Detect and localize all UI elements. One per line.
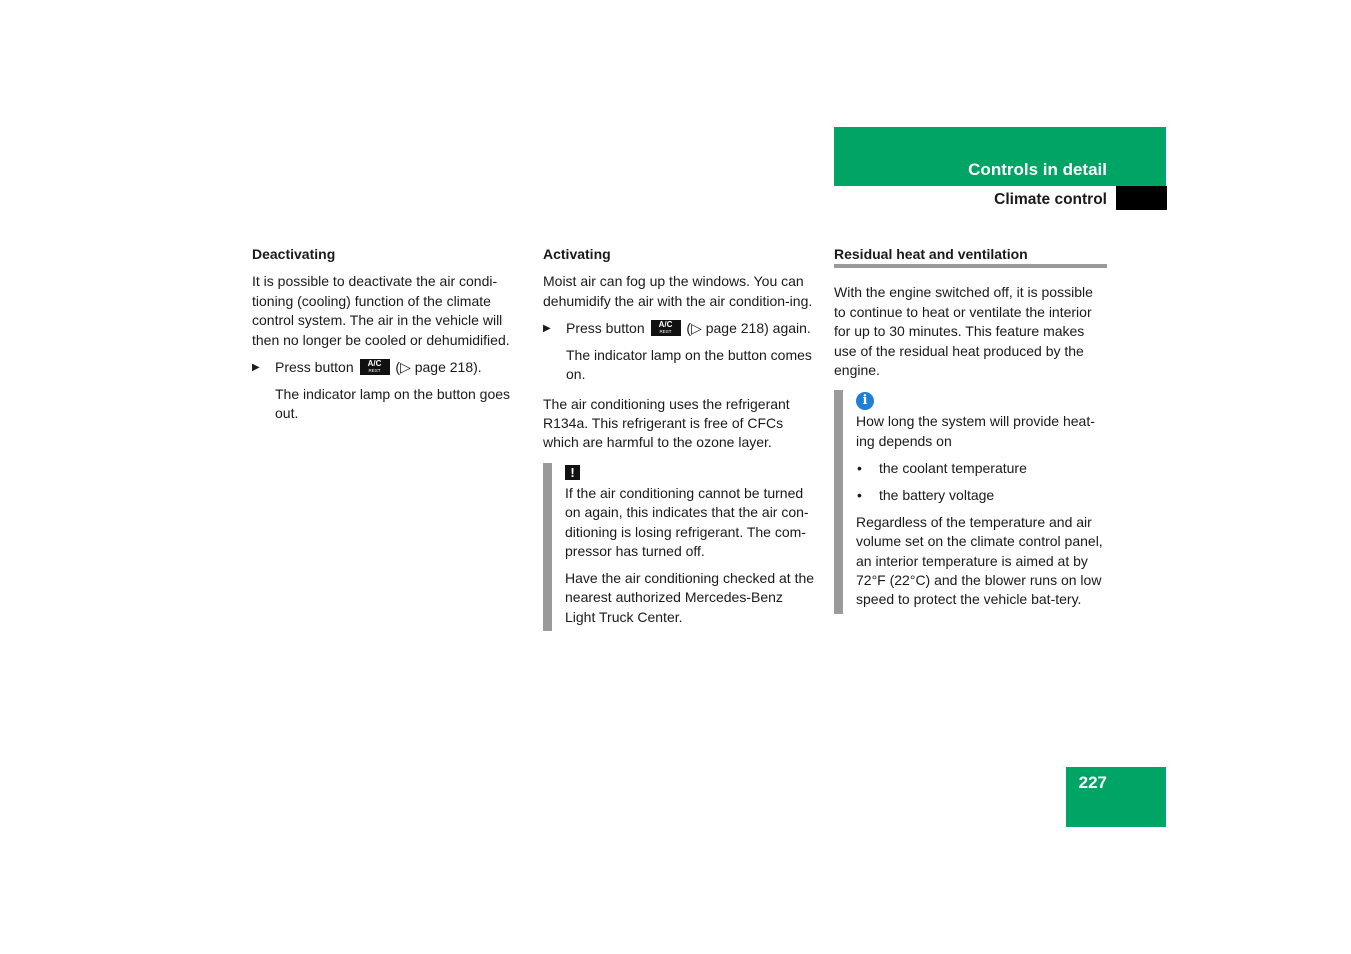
ac-button-icon: A/C REST	[360, 359, 390, 375]
info-closing: Regardless of the temperature and air volume set on the climate control panel, an interior temperature is aimed at by 72°F (22°C) and the blower runs on low speed to protect the vehicle bat-tery.	[856, 513, 1103, 608]
warning-text-2: Have the air conditioning checked at the nearest authorized Mercedes-Benz Light Truck Center.	[565, 570, 815, 625]
warning-box	[543, 463, 817, 631]
subsection-title: Climate control	[994, 191, 1107, 208]
column-activating	[543, 245, 817, 631]
bullet-icon: •	[857, 459, 862, 476]
list-item: • the battery voltage	[856, 486, 1107, 505]
bullet-icon: •	[857, 486, 862, 503]
step-arrow-icon: ▶	[252, 361, 260, 373]
warning-text-1: If the air conditioning cannot be turned on again, this indicates that the air con-ditioning is losing refrigerant. The com-pressor has turned off.	[565, 484, 809, 560]
refrigerant-note: The air conditioning uses the refrigerant R134a. This refrigerant is free of CFCs which are harmful to the ozone layer.	[543, 395, 790, 451]
activating-step	[543, 319, 817, 338]
residual-intro: With the engine switched off, it is possible to continue to heat or ventilate the interior for up to 30 minutes. This feature makes use of the residual heat produced by the engine.	[834, 284, 1093, 379]
heading-deactivating: Deactivating	[252, 246, 336, 262]
info-bar	[834, 390, 843, 613]
step-arrow-icon: ▶	[543, 322, 551, 334]
deactivating-step	[252, 358, 524, 377]
activating-result: The indicator lamp on the button comes on.	[566, 346, 812, 383]
step-text: Press button	[566, 319, 645, 336]
heading-residual-heat: Residual heat and ventilation	[834, 245, 1107, 268]
warning-bar	[543, 463, 552, 631]
column-residual-heat	[834, 245, 1107, 614]
deactivating-result: The indicator lamp on the button goes out.	[275, 385, 511, 422]
heading-activating: Activating	[543, 246, 611, 262]
info-lead: How long the system will provide heat-ing depends on	[856, 413, 1095, 449]
deactivating-intro: It is possible to deactivate the air condi-tioning (cooling) function of the climate control system. The air in the vehicle will then no longer be cooled or dehumidified.	[252, 273, 510, 348]
warning-icon: !	[565, 465, 580, 480]
header-tab-marker	[1116, 186, 1167, 210]
ac-button-icon: A/C REST	[651, 320, 681, 336]
info-box	[834, 390, 1107, 613]
page-number-box	[1066, 767, 1166, 827]
header-banner	[834, 127, 1166, 186]
info-icon: i	[856, 392, 874, 410]
list-item: • the coolant temperature	[856, 459, 1107, 478]
page-number: 227	[1078, 773, 1107, 792]
step-page-ref: (▷ page 218).	[395, 358, 482, 375]
section-title: Controls in detail	[968, 160, 1107, 179]
step-text: Press button	[275, 358, 354, 375]
step-page-ref: (▷ page 218) again.	[686, 319, 811, 336]
activating-intro: Moist air can fog up the windows. You can dehumidify the air with the air condition-ing.	[543, 273, 813, 309]
column-deactivating	[252, 245, 524, 431]
